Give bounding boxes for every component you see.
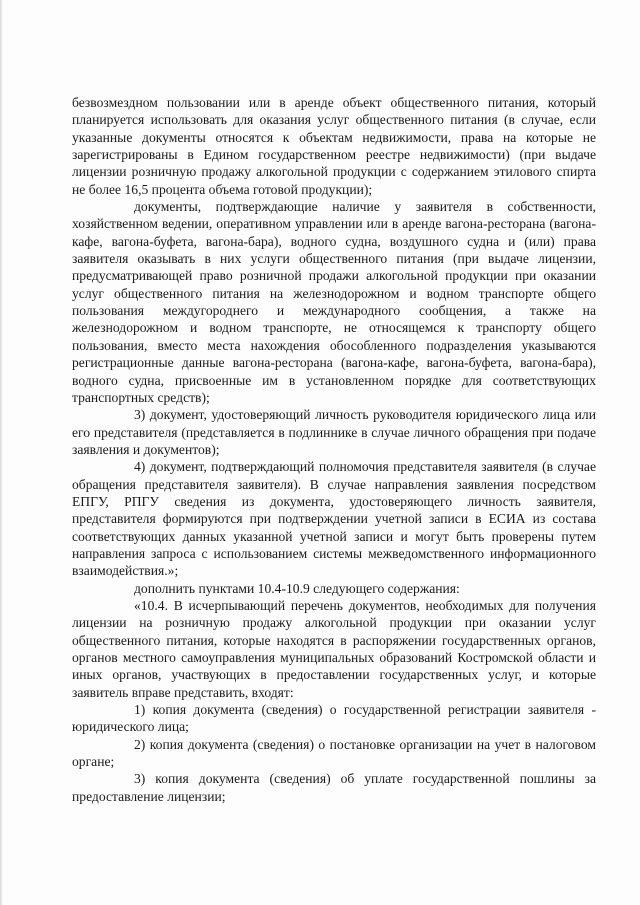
list-item-3: 3) копия документа (сведения) об уплате государственной пошлины за предоставление лицензии;	[72, 771, 596, 804]
paragraph-continuation: безвозмездном пользовании или в аренде объект общественного питания, который планируется использовать для оказания услуг общественного питания (в случае, если указанные документы относятся к объектам недвижимости, права на которые не зарегистрированы в Едином государственном реестре недвижимости) (при выдаче лицензии розничную продажу алкогольной продукции с содержанием этилового спирта не более 16,5 процента объема готовой продукции);	[72, 95, 596, 197]
list-item-1: 1) копия документа (сведения) о государственной регистрации заявителя - юридического лица;	[72, 702, 596, 735]
paragraph-item-3: 3) документ, удостоверяющий личность руководителя юридического лица или его представителя (представляется в подлиннике в случае личного обращения при подаче заявления и документов);	[72, 407, 596, 457]
paragraph-vehicle-documents: документы, подтверждающие наличие у заявителя в собственности, хозяйственном ведении, оперативном управлении или в аренде вагона-ресторана (вагона-кафе, вагона-буфета, вагона-бара), водного судна, воздушного судна и (или) права заявителя оказывать в них услуги общественного питания (при выдаче лицензии, предусматривающей право розничной продажи алкогольной продукции при оказании услуг общественного питания на железнодорожном и водном транспорте общего пользования междугороднего и международного сообщения, а также на железнодорожном и водном транспорте, не относящемся к транспорту общего пользования, вместо места нахождения обособленного подразделения указываются регистрационные данные вагона-ресторана (вагона-кафе, вагона-буфета, вагона-бара), водного судна, присвоенные им в установленном порядке для соответствующих транспортных средств);	[72, 199, 596, 405]
document-body	[72, 94, 596, 805]
paragraph-item-4: 4) документ, подтверждающий полномочия представителя заявителя (в случае обращения представителя заявителя). В случае направления заявления посредством ЕПГУ, РПГУ сведения из документа, удостоверяющего личность заявителя, представителя формируются при подтверждении учетной записи в ЕСИА из состава соответствующих данных указанной учетной записи и могут быть проверены путем направления запроса с использованием системы межведомственного информационного взаимодействия.»;	[72, 459, 596, 579]
paragraph-10-4: «10.4. В исчерпывающий перечень документов, необходимых для получения лицензии на розничную продажу алкогольной продукции при оказании услуг общественного питания, которые находятся в распоряжении государственных органов, органов местного самоуправления муниципальных образований Костромской области и иных органов, участвующих в предоставлении государственных услуг, и которые заявитель вправе представить, входят:	[72, 597, 596, 700]
list-item-2: 2) копия документа (сведения) о постановке организации на учет в налоговом органе;	[72, 736, 596, 770]
paragraph-amendment: дополнить пунктами 10.4-10.9 следующего содержания:	[134, 580, 460, 596]
scan-edge	[0, 0, 3, 905]
